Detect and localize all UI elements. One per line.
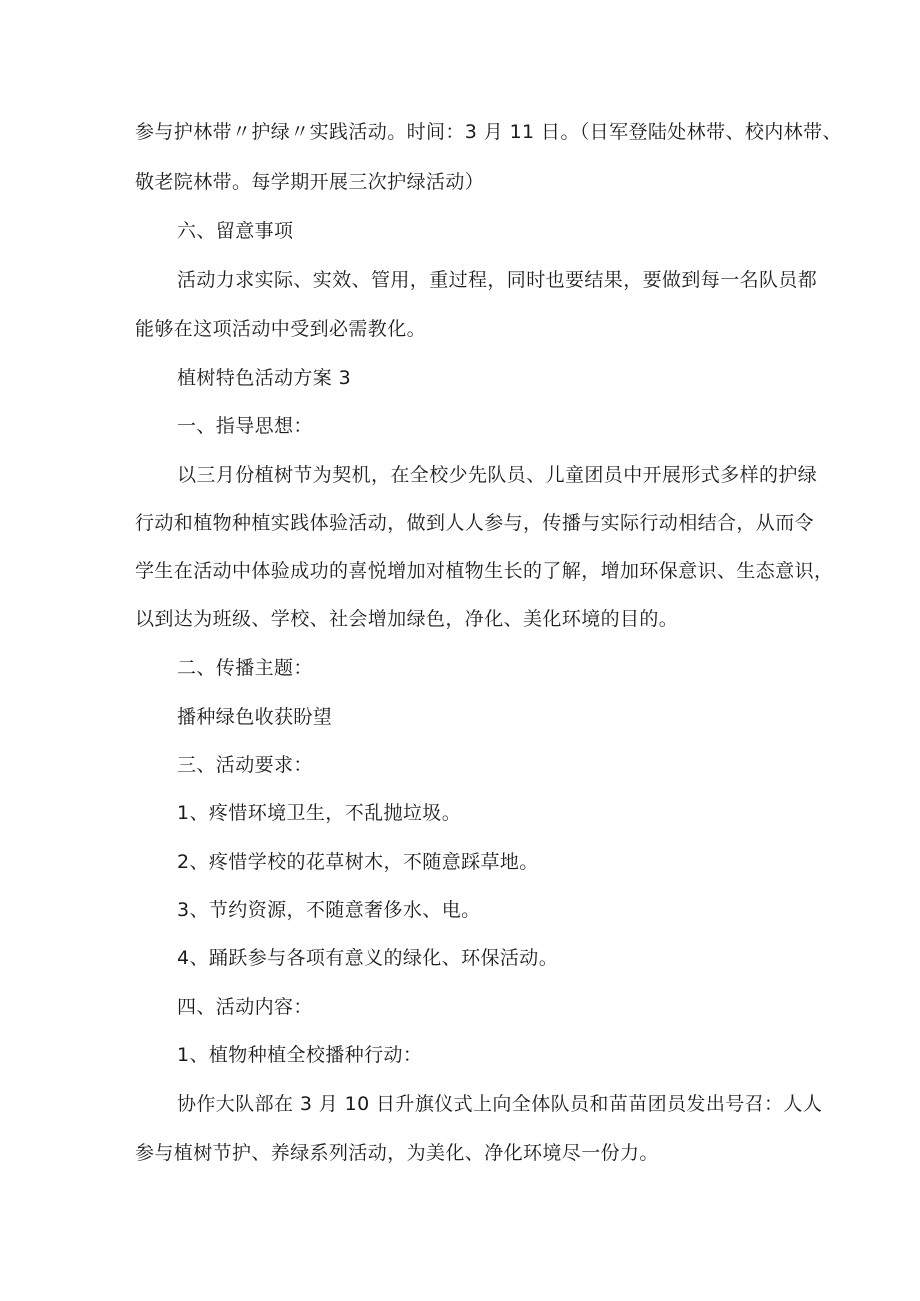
section-heading: 六、留意事项: [177, 220, 294, 242]
list-item: 2、疼惜学校的花草树木，不随意踩草地。: [177, 851, 539, 873]
text-line: 以三月份植树节为契机，在全校少先队员、儿童团员中开展形式多样的护绿: [177, 464, 818, 486]
section-heading: 四、活动内容：: [177, 996, 313, 1018]
text-line: 敬老院林带。每学期开展三次护绿活动）: [135, 171, 485, 193]
list-item: 1、植物种植全校播种行动：: [177, 1044, 423, 1066]
text-line: 播种绿色收获盼望: [177, 706, 333, 728]
text-line: 能够在这项活动中受到必需教化。: [135, 318, 427, 340]
text-line: 协作大队部在 3 月 10 日升旗仪式上向全体队员和苗苗团员发出号召：人人: [177, 1093, 823, 1115]
section-heading: 三、活动要求：: [177, 754, 313, 776]
section-heading: 二、传播主题：: [177, 657, 313, 679]
list-item: 4、踊跃参与各项有意义的绿化、环保活动。: [177, 947, 559, 969]
text-line: 以到达为班级、学校、社会增加绿色，净化、美化环境的目的。: [135, 608, 679, 630]
text-line: 参与植树节护、养绿系列活动，为美化、净化环境尽一份力。: [135, 1142, 659, 1164]
document-subtitle: 植树特色活动方案 3: [177, 367, 352, 389]
list-item: 3、节约资源，不随意奢侈水、电。: [177, 899, 481, 921]
list-item: 1、疼惜环境卫生，不乱抛垃圾。: [177, 802, 462, 824]
section-heading: 一、指导思想：: [177, 415, 313, 437]
text-line: 行动和植物种植实践体验活动，做到人人参与，传播与实际行动相结合，从而令: [135, 512, 815, 534]
text-line: 参与护林带〃护绿〃实践活动。时间：3 月 11 日。（日军登陆处林带、校内林带、: [135, 121, 842, 143]
text-line: 学生在活动中体验成功的喜悦增加对植物生长的了解，增加环保意识、生态意识，: [135, 560, 834, 582]
text-line: 活动力求实际、实效、管用，重过程，同时也要结果，要做到每一名队员都: [177, 269, 818, 291]
